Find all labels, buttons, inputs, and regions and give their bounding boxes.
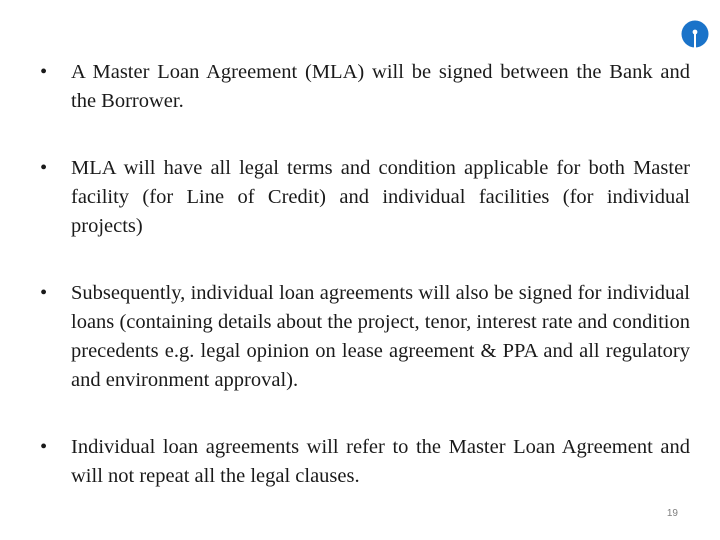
- bullet-dot-icon: •: [40, 157, 48, 179]
- bullet-dot-icon: •: [40, 61, 48, 83]
- bullet-text: Individual loan agreements will refer to the Master Loan Agreement and will not repeat all the legal clauses.: [71, 436, 690, 487]
- bullet-text: Subsequently, individual loan agreements will also be signed for individual loans (containing details about the project, tenor, interest rate and condition precedents e.g. legal opinion on lease agreement & PPA and all regulatory and environment approval).: [71, 282, 690, 391]
- bullet-item: [40, 279, 690, 395]
- bullet-text: A Master Loan Agreement (MLA) will be signed between the Bank and the Borrower.: [71, 61, 690, 112]
- bullet-list: [40, 58, 690, 491]
- bullet-text: MLA will have all legal terms and condition applicable for both Master facility (for Line of Credit) and individual facilities (for individual projects): [71, 157, 690, 237]
- page-number: 19: [666, 508, 678, 519]
- bullet-dot-icon: •: [40, 436, 48, 458]
- bullet-item: [40, 58, 690, 116]
- bullet-item: [40, 433, 690, 491]
- bullet-item: [40, 154, 690, 241]
- bullet-dot-icon: •: [40, 282, 48, 304]
- bank-logo-icon: [681, 20, 709, 48]
